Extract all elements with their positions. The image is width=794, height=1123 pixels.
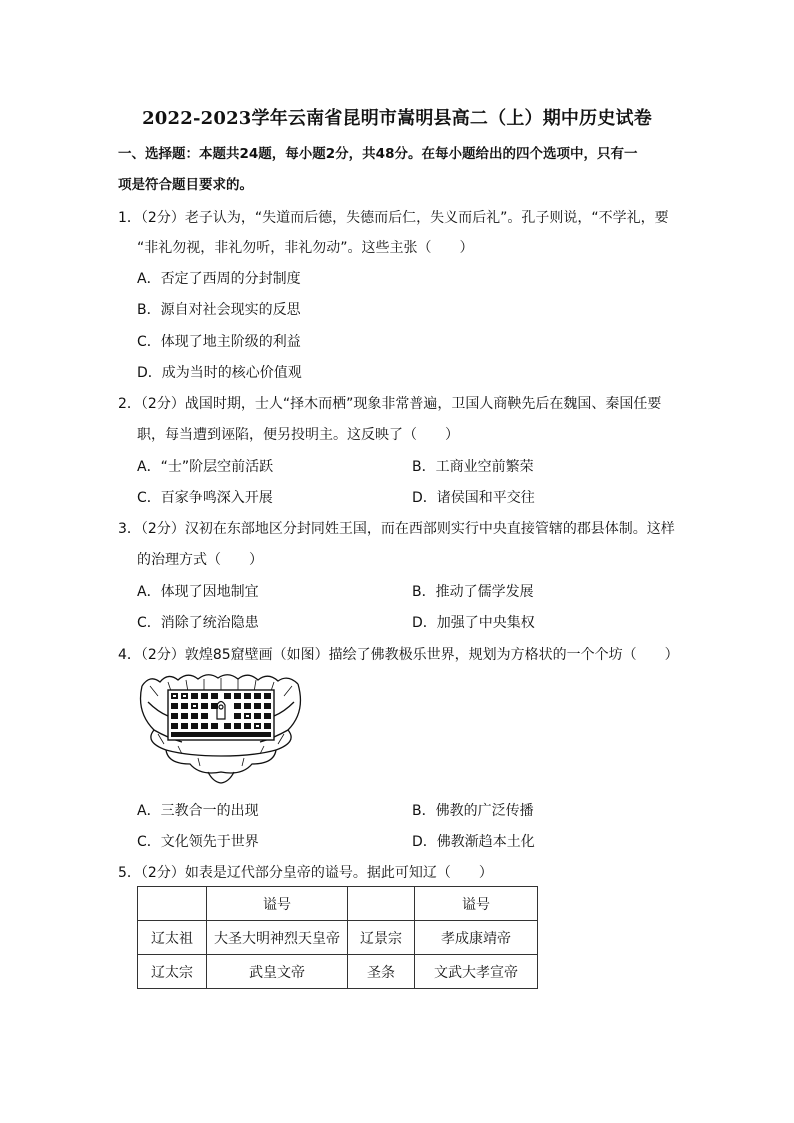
page-title: 2022-2023学年云南省昆明市嵩明县高二（上）期中历史试卷 — [142, 108, 652, 129]
table-header-row — [138, 887, 538, 921]
table-cell: 文武大孝宣帝 — [415, 955, 538, 989]
section-heading-line-2: 项是符合题目要求的。 — [118, 177, 253, 193]
question-4-stem-line-1: 4．（2分）敦煌85窟壁画（如图）描绘了佛教极乐世界，规划为方格状的一个个坊（ ） — [118, 647, 679, 663]
table-header-cell — [138, 887, 207, 921]
question-5-stem-line-1: 5．（2分）如表是辽代部分皇帝的谥号。据此可知辽（ ） — [118, 865, 493, 881]
table-row — [138, 955, 538, 989]
question-1-option-a[interactable]: A．否定了西周的分封制度 — [137, 271, 301, 287]
question-3-option-c[interactable]: C．消除了统治隐患 — [137, 615, 259, 631]
question-4-option-d[interactable]: D．佛教渐趋本土化 — [412, 834, 535, 850]
question-3-option-a[interactable]: A．体现了因地制宜 — [137, 584, 259, 600]
question-2-stem-line-2: 职，每当遭到诬陷，便另投明主。这反映了（ ） — [137, 427, 459, 443]
table-cell: 武皇文帝 — [207, 955, 348, 989]
question-3-option-b[interactable]: B．推动了儒学发展 — [412, 584, 534, 600]
section-heading-line-1: 一、选择题：本题共24题，每小题2分，共48分。在每小题给出的四个选项中，只有一 — [118, 146, 638, 162]
question-4-option-b[interactable]: B．佛教的广泛传播 — [412, 803, 534, 819]
table-header-cell — [348, 887, 415, 921]
question-3-option-d[interactable]: D．加强了中央集权 — [412, 615, 535, 631]
question-1-option-c[interactable]: C．体现了地主阶级的利益 — [137, 334, 301, 350]
table-cell: 圣条 — [348, 955, 415, 989]
table-cell: 辽景宗 — [348, 921, 415, 955]
question-1-stem-line-2: “非礼勿视，非礼勿听，非礼勿动”。这些主张（ ） — [137, 240, 474, 256]
table-cell: 辽太祖 — [138, 921, 207, 955]
emperor-title-table — [137, 886, 538, 989]
table-header-cell: 谥号 — [415, 887, 538, 921]
question-3-stem-line-1: 3．（2分）汉初在东部地区分封同姓王国，而在西部则实行中央直接管辖的郡县体制。这样 — [118, 521, 675, 537]
table-cell: 大圣大明神烈天皇帝 — [207, 921, 348, 955]
table-cell: 辽太宗 — [138, 955, 207, 989]
question-4-option-c[interactable]: C．文化领先于世界 — [137, 834, 259, 850]
question-2-option-b[interactable]: B．工商业空前繁荣 — [412, 459, 534, 475]
question-4-option-a[interactable]: A．三教合一的出现 — [137, 803, 259, 819]
question-1-stem-line-1: 1．（2分）老子认为，“失道而后德，失德而后仁，失义而后礼”。孔子则说，“不学礼，要 — [118, 210, 669, 226]
table-header-cell: 谥号 — [207, 887, 348, 921]
question-2-option-c[interactable]: C．百家争鸣深入开展 — [137, 490, 273, 506]
question-1-option-b[interactable]: B．源自对社会现实的反思 — [137, 302, 301, 318]
table-cell: 孝成康靖帝 — [415, 921, 538, 955]
question-1-option-d[interactable]: D．成为当时的核心价值观 — [137, 365, 302, 381]
table-row — [138, 921, 538, 955]
question-2-stem-line-1: 2．（2分）战国时期，士人“择木而栖”现象非常普遍，卫国人商鞅先后在魏国、秦国任要 — [118, 396, 662, 412]
dunhuang-mural-image — [138, 672, 304, 784]
question-3-stem-line-2: 的治理方式（ ） — [137, 552, 263, 568]
question-2-option-a[interactable]: A．“士”阶层空前活跃 — [137, 459, 274, 475]
question-2-option-d[interactable]: D．诸侯国和平交往 — [412, 490, 535, 506]
